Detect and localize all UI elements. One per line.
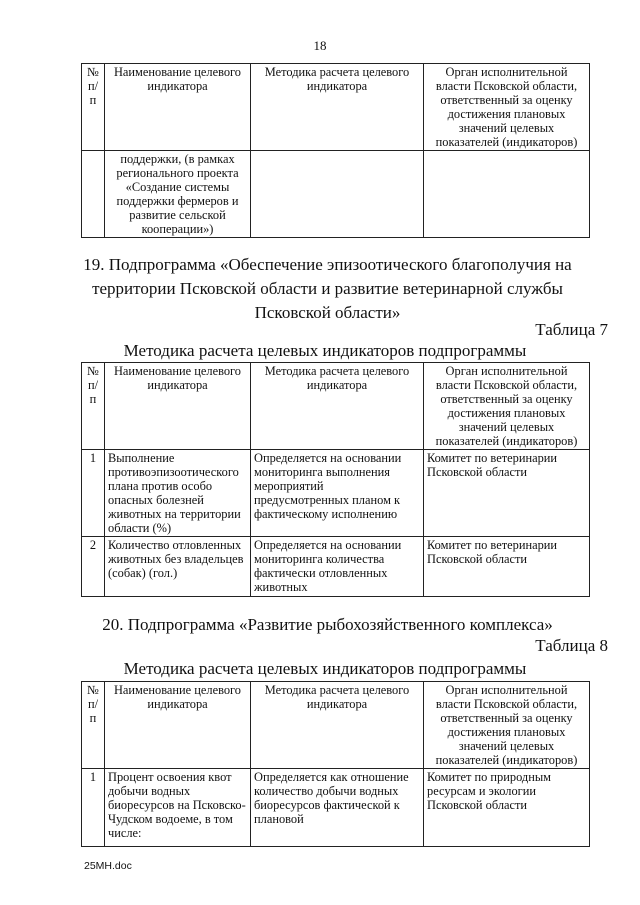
- table-row: [82, 450, 590, 537]
- table-8: [81, 681, 590, 847]
- section19-table-caption: Таблица 7: [535, 320, 608, 339]
- row-method: Определяется на основании мониторинга выполнения мероприятий предусмотренных планом к фактическому исполнению: [251, 450, 424, 537]
- row-name: Количество отловленных животных без владельцев (собак) (гол.): [105, 537, 251, 597]
- header-org: Орган исполнительной власти Псковской области, ответственный за оценку достижения плановых значений целевых показателей (индикаторов): [424, 363, 590, 450]
- row-org: Комитет по ветеринарии Псковской области: [424, 450, 590, 537]
- header-method: Методика расчета целевого индикатора: [251, 64, 424, 151]
- table-row: [82, 151, 590, 238]
- row-method: Определяется как отношение количество добычи водных биоресурсов фактической к плановой: [251, 769, 424, 847]
- section20-table-caption: Таблица 8: [535, 636, 608, 655]
- row-num: 1: [82, 450, 105, 537]
- row-name: Процент освоения квот добычи водных биоресурсов на Псковско-Чудском водоеме, в том числе:: [105, 769, 251, 847]
- header-num: № п/п: [82, 363, 105, 450]
- section19-method-title: Методика расчета целевых индикаторов подпрограммы: [123, 341, 527, 360]
- row-org: Комитет по ветеринарии Псковской области: [424, 537, 590, 597]
- table-header-row: [82, 64, 590, 151]
- header-num: № п/п: [82, 682, 105, 769]
- section19-heading: 19. Подпрограмма «Обеспечение эпизоотического благополучия на территории Псковской области и развитие ветеринарной службы Псковской области»: [83, 255, 572, 322]
- row-method: Определяется на основании мониторинга количества фактически отловленных животных: [251, 537, 424, 597]
- table-7: [81, 362, 590, 597]
- header-org: Орган исполнительной власти Псковской области, ответственный за оценку достижения плановых значений целевых показателей (индикаторов): [424, 64, 590, 151]
- header-num: № п/п: [82, 64, 105, 151]
- table-row: [82, 769, 590, 847]
- table-header-row: [82, 363, 590, 450]
- header-name: Наименование целевого индикатора: [105, 682, 251, 769]
- table-row: [82, 537, 590, 597]
- section20-method-title: Методика расчета целевых индикаторов подпрограммы: [123, 659, 527, 678]
- header-method: Методика расчета целевого индикатора: [251, 682, 424, 769]
- header-name: Наименование целевого индикатора: [105, 363, 251, 450]
- table-header-row: [82, 682, 590, 769]
- footer-filename: 25МН.doc: [84, 860, 132, 872]
- header-method: Методика расчета целевого индикатора: [251, 363, 424, 450]
- header-name: Наименование целевого индикатора: [105, 64, 251, 151]
- section20-heading: 20. Подпрограмма «Развитие рыбохозяйственного комплекса»: [102, 615, 553, 634]
- row-org: Комитет по природным ресурсам и экологии Псковской области: [424, 769, 590, 847]
- header-org: Орган исполнительной власти Псковской области, ответственный за оценку достижения плановых значений целевых показателей (индикаторов): [424, 682, 590, 769]
- continuation-name: поддержки, (в рамках регионального проекта «Создание системы поддержки фермеров и развитие сельской кооперации»): [105, 151, 251, 238]
- page-number: 18: [313, 38, 327, 53]
- table-continuation: [81, 63, 590, 238]
- row-num: 2: [82, 537, 105, 597]
- row-name: Выполнение противоэпизоотического плана против особо опасных болезней животных на территории области (%): [105, 450, 251, 537]
- row-num: 1: [82, 769, 105, 847]
